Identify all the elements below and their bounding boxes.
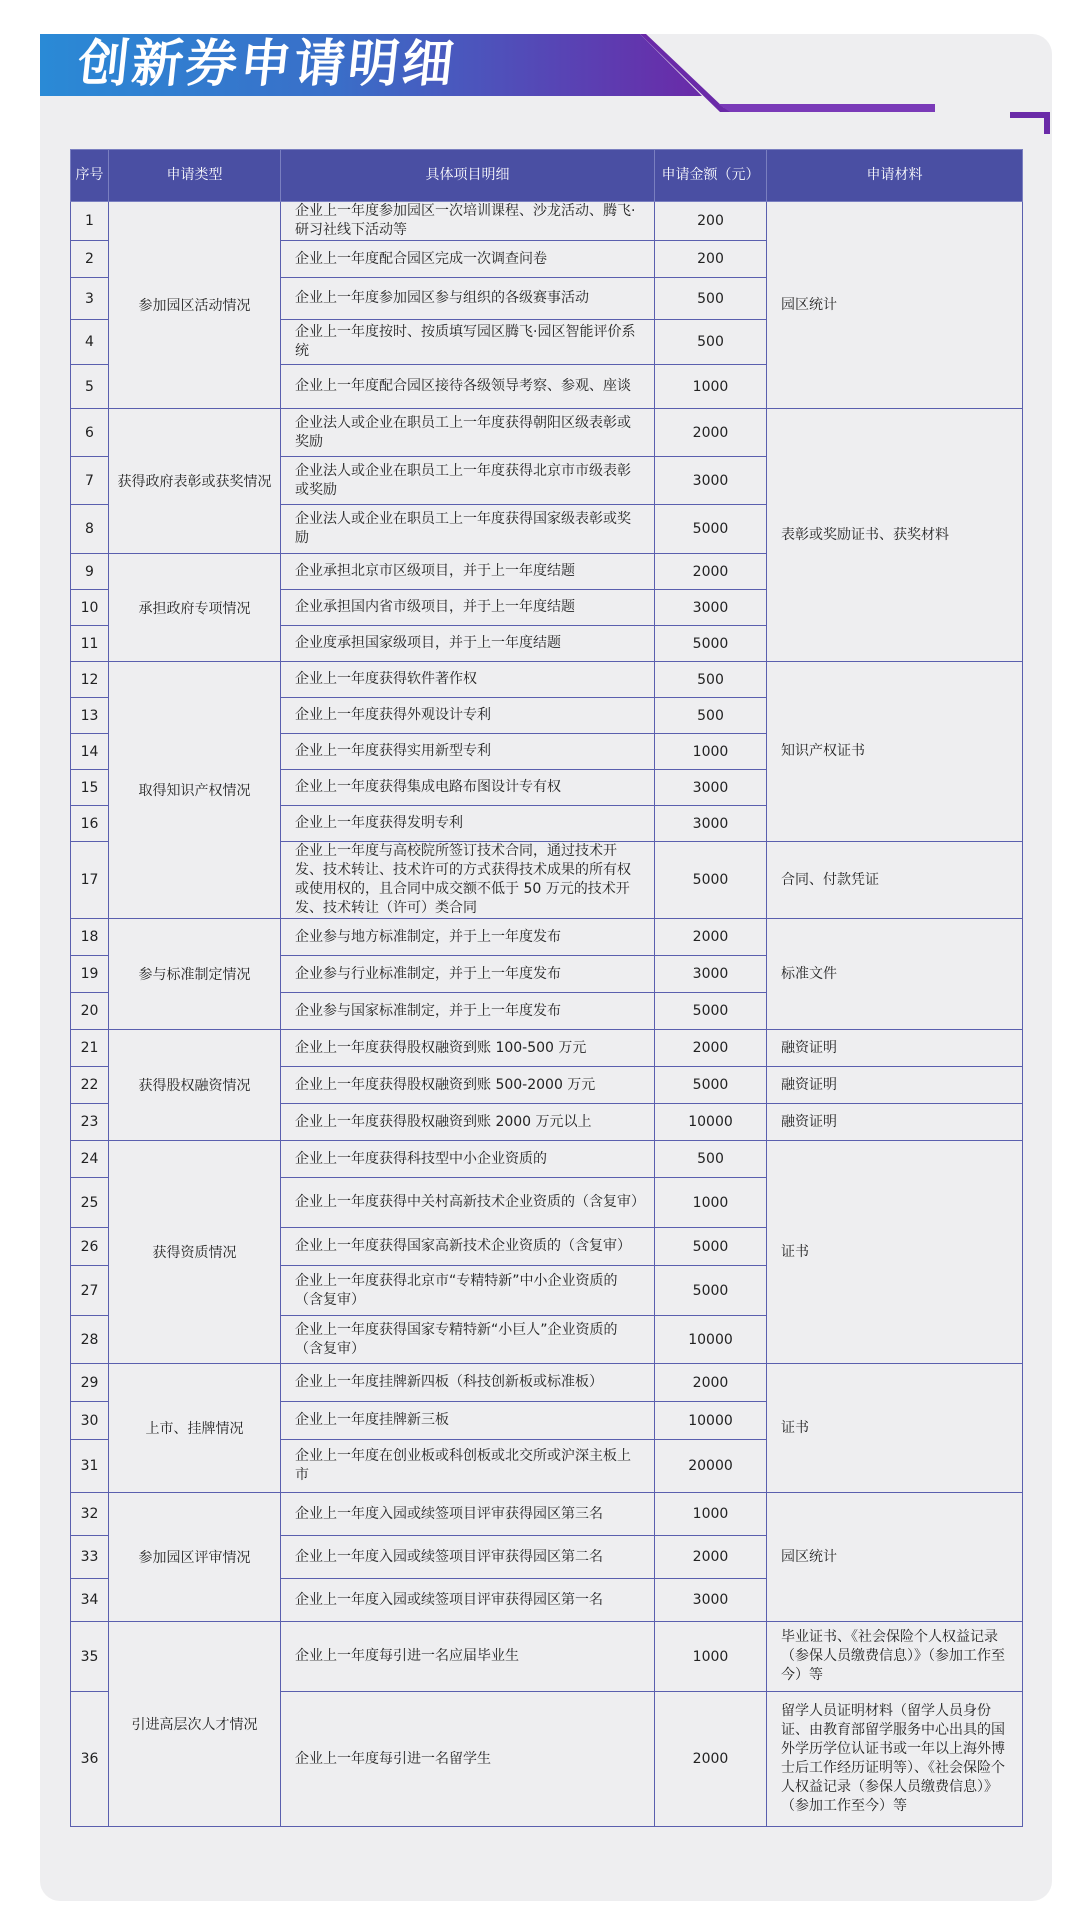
row-no: 11 (71, 626, 109, 662)
material-cell: 表彰或奖励证书、获奖材料 (767, 409, 1023, 662)
detail-cell: 企业上一年度获得国家高新技术企业资质的（含复审） (281, 1228, 655, 1266)
amount-cell: 200 (655, 241, 767, 278)
table-row (71, 1141, 1023, 1178)
detail-cell: 企业上一年度获得实用新型专利 (281, 734, 655, 770)
detail-cell: 企业上一年度配合园区接待各级领导考察、参观、座谈 (281, 365, 655, 409)
row-no: 5 (71, 365, 109, 409)
row-no: 29 (71, 1364, 109, 1402)
material-cell: 毕业证书、《社会保险个人权益记录（参保人员缴费信息）》（参加工作至今）等 (767, 1622, 1023, 1692)
amount-cell: 5000 (655, 993, 767, 1030)
amount-cell: 500 (655, 1141, 767, 1178)
detail-cell: 企业上一年度获得集成电路布图设计专有权 (281, 770, 655, 806)
material-cell: 融资证明 (767, 1030, 1023, 1067)
row-no: 23 (71, 1104, 109, 1141)
amount-cell: 1000 (655, 734, 767, 770)
detail-cell: 企业上一年度在创业板或科创板或北交所或沪深主板上市 (281, 1440, 655, 1493)
material-cell: 知识产权证书 (767, 662, 1023, 842)
header-material: 申请材料 (767, 150, 1023, 202)
table-row (71, 662, 1023, 698)
row-no: 26 (71, 1228, 109, 1266)
row-no: 15 (71, 770, 109, 806)
row-no: 33 (71, 1536, 109, 1579)
row-no: 24 (71, 1141, 109, 1178)
detail-cell: 企业上一年度获得科技型中小企业资质的 (281, 1141, 655, 1178)
amount-cell: 3000 (655, 457, 767, 505)
amount-cell: 3000 (655, 590, 767, 626)
detail-cell: 企业法人或企业在职员工上一年度获得北京市市级表彰或奖励 (281, 457, 655, 505)
row-no: 16 (71, 806, 109, 842)
amount-cell: 500 (655, 698, 767, 734)
row-no: 3 (71, 278, 109, 320)
detail-cell: 企业上一年度参加园区参与组织的各级赛事活动 (281, 278, 655, 320)
detail-cell: 企业法人或企业在职员工上一年度获得国家级表彰或奖励 (281, 505, 655, 554)
row-no: 9 (71, 554, 109, 590)
amount-cell: 3000 (655, 806, 767, 842)
table-row (71, 1493, 1023, 1536)
header-no: 序号 (71, 150, 109, 202)
detail-cell: 企业上一年度入园或续签项目评审获得园区第一名 (281, 1579, 655, 1622)
amount-cell: 5000 (655, 842, 767, 919)
material-cell: 证书 (767, 1141, 1023, 1364)
material-cell: 融资证明 (767, 1067, 1023, 1104)
table-header-row (71, 150, 1023, 202)
table-row (71, 409, 1023, 457)
row-no: 30 (71, 1402, 109, 1440)
row-no: 14 (71, 734, 109, 770)
amount-cell: 20000 (655, 1440, 767, 1493)
detail-cell: 企业度承担国家级项目，并于上一年度结题 (281, 626, 655, 662)
amount-cell: 2000 (655, 554, 767, 590)
amount-cell: 2000 (655, 409, 767, 457)
row-no: 12 (71, 662, 109, 698)
detail-cell: 企业承担北京市区级项目，并于上一年度结题 (281, 554, 655, 590)
header-amount: 申请金额（元） (655, 150, 767, 202)
amount-cell: 1000 (655, 1178, 767, 1228)
header-type: 申请类型 (109, 150, 281, 202)
detail-cell: 企业上一年度入园或续签项目评审获得园区第三名 (281, 1493, 655, 1536)
row-no: 20 (71, 993, 109, 1030)
material-cell: 合同、付款凭证 (767, 842, 1023, 919)
detail-cell: 企业上一年度获得软件著作权 (281, 662, 655, 698)
application-table (70, 149, 1023, 1827)
material-cell: 留学人员证明材料（留学人员身份证、由教育部留学服务中心出具的国外学历学位认证书或一年以上海外博士后工作经历证明等）、《社会保险个人权益记录（参保人员缴费信息）》（参加工作至今）等 (767, 1692, 1023, 1827)
row-no: 31 (71, 1440, 109, 1493)
table-row (71, 919, 1023, 956)
amount-cell: 500 (655, 320, 767, 365)
material-cell: 标准文件 (767, 919, 1023, 1030)
amount-cell: 5000 (655, 1266, 767, 1316)
row-no: 19 (71, 956, 109, 993)
detail-cell: 企业上一年度获得国家专精特新“小巨人”企业资质的（含复审） (281, 1316, 655, 1364)
amount-cell: 5000 (655, 505, 767, 554)
row-no: 1 (71, 202, 109, 241)
type-cell: 取得知识产权情况 (109, 662, 281, 919)
amount-cell: 2000 (655, 1030, 767, 1067)
row-no: 18 (71, 919, 109, 956)
row-no: 2 (71, 241, 109, 278)
amount-cell: 1000 (655, 1493, 767, 1536)
amount-cell: 2000 (655, 1692, 767, 1827)
detail-cell: 企业参与地方标准制定，并于上一年度发布 (281, 919, 655, 956)
amount-cell: 2000 (655, 1364, 767, 1402)
amount-cell: 10000 (655, 1104, 767, 1141)
row-no: 21 (71, 1030, 109, 1067)
detail-cell: 企业法人或企业在职员工上一年度获得朝阳区级表彰或奖励 (281, 409, 655, 457)
type-cell: 承担政府专项情况 (109, 554, 281, 662)
row-no: 17 (71, 842, 109, 919)
row-no: 22 (71, 1067, 109, 1104)
type-cell: 参与标准制定情况 (109, 919, 281, 1030)
detail-cell: 企业上一年度入园或续签项目评审获得园区第二名 (281, 1536, 655, 1579)
detail-cell: 企业上一年度参加园区一次培训课程、沙龙活动、腾飞·研习社线下活动等 (281, 202, 655, 241)
row-no: 8 (71, 505, 109, 554)
row-no: 32 (71, 1493, 109, 1536)
detail-cell: 企业上一年度配合园区完成一次调查问卷 (281, 241, 655, 278)
detail-cell: 企业承担国内省市级项目，并于上一年度结题 (281, 590, 655, 626)
type-cell: 获得政府表彰或获奖情况 (109, 409, 281, 554)
amount-cell: 500 (655, 278, 767, 320)
type-cell: 获得股权融资情况 (109, 1030, 281, 1141)
row-no: 6 (71, 409, 109, 457)
amount-cell: 500 (655, 662, 767, 698)
detail-cell: 企业上一年度获得北京市“专精特新”中小企业资质的（含复审） (281, 1266, 655, 1316)
table-row (71, 1030, 1023, 1067)
table-row (71, 202, 1023, 241)
detail-cell: 企业上一年度每引进一名应届毕业生 (281, 1622, 655, 1692)
detail-cell: 企业上一年度获得股权融资到账 100-500 万元 (281, 1030, 655, 1067)
row-no: 35 (71, 1622, 109, 1692)
amount-cell: 3000 (655, 770, 767, 806)
amount-cell: 1000 (655, 365, 767, 409)
row-no: 7 (71, 457, 109, 505)
material-cell: 园区统计 (767, 1493, 1023, 1622)
table-row (71, 1364, 1023, 1402)
row-no: 34 (71, 1579, 109, 1622)
amount-cell: 5000 (655, 1228, 767, 1266)
amount-cell: 3000 (655, 1579, 767, 1622)
detail-cell: 企业上一年度获得发明专利 (281, 806, 655, 842)
material-cell: 园区统计 (767, 202, 1023, 409)
row-no: 36 (71, 1692, 109, 1827)
detail-cell: 企业上一年度获得外观设计专利 (281, 698, 655, 734)
type-cell: 获得资质情况 (109, 1141, 281, 1364)
type-cell: 参加园区评审情况 (109, 1493, 281, 1622)
detail-cell: 企业参与行业标准制定，并于上一年度发布 (281, 956, 655, 993)
amount-cell: 3000 (655, 956, 767, 993)
amount-cell: 2000 (655, 1536, 767, 1579)
table-row (71, 1622, 1023, 1692)
row-no: 13 (71, 698, 109, 734)
detail-cell: 企业上一年度与高校院所签订技术合同，通过技术开发、技术转让、技术许可的方式获得技术成果的所有权或使用权的，且合同中成交额不低于 50 万元的技术开发、技术转让（许可）类合同 (281, 842, 655, 919)
type-cell: 引进高层次人才情况 (109, 1622, 281, 1827)
amount-cell: 1000 (655, 1622, 767, 1692)
header-detail: 具体项目明细 (281, 150, 655, 202)
detail-cell: 企业上一年度按时、按质填写园区腾飞·园区智能评价系统 (281, 320, 655, 365)
amount-cell: 10000 (655, 1316, 767, 1364)
row-no: 27 (71, 1266, 109, 1316)
amount-cell: 200 (655, 202, 767, 241)
amount-cell: 2000 (655, 919, 767, 956)
row-no: 28 (71, 1316, 109, 1364)
material-cell: 融资证明 (767, 1104, 1023, 1141)
row-no: 10 (71, 590, 109, 626)
amount-cell: 5000 (655, 626, 767, 662)
amount-cell: 5000 (655, 1067, 767, 1104)
row-no: 25 (71, 1178, 109, 1228)
amount-cell: 10000 (655, 1402, 767, 1440)
detail-cell: 企业上一年度挂牌新四板（科技创新板或标准板） (281, 1364, 655, 1402)
row-no: 4 (71, 320, 109, 365)
type-cell: 上市、挂牌情况 (109, 1364, 281, 1493)
detail-cell: 企业上一年度挂牌新三板 (281, 1402, 655, 1440)
page-title: 创新券申请明细 (74, 35, 460, 94)
detail-cell: 企业上一年度获得股权融资到账 500-2000 万元 (281, 1067, 655, 1104)
material-cell: 证书 (767, 1364, 1023, 1493)
detail-cell: 企业参与国家标准制定，并于上一年度发布 (281, 993, 655, 1030)
detail-cell: 企业上一年度每引进一名留学生 (281, 1692, 655, 1827)
detail-cell: 企业上一年度获得股权融资到账 2000 万元以上 (281, 1104, 655, 1141)
detail-cell: 企业上一年度获得中关村高新技术企业资质的（含复审） (281, 1178, 655, 1228)
type-cell: 参加园区活动情况 (109, 202, 281, 409)
